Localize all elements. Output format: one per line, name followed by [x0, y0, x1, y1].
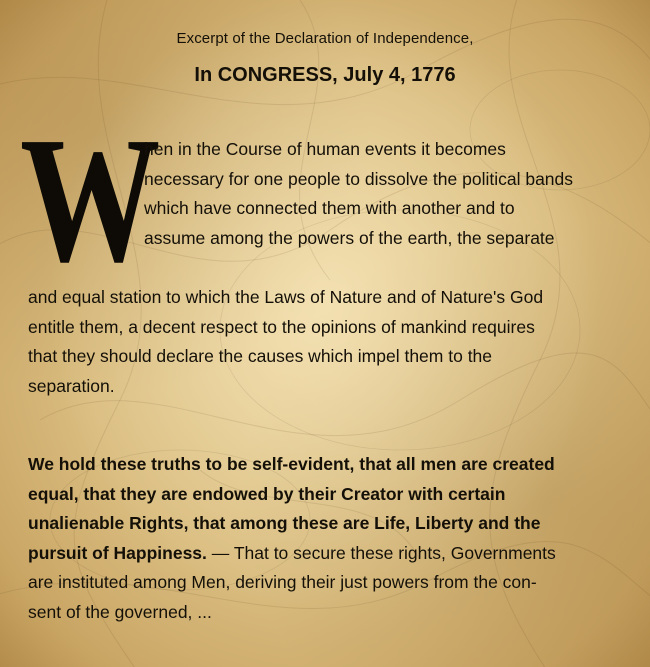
paragraph-truths	[28, 450, 628, 627]
text-line: that they should declare the causes which impel them to the	[28, 346, 493, 366]
text-line: and equal station to which the Laws of Nature and of Nature's God	[28, 287, 544, 307]
text-line: assume among the powers of the earth, the separate	[144, 227, 555, 248]
plain-tail: — That to secure these rights, Governments	[206, 542, 556, 563]
paragraph-continuation	[28, 283, 628, 401]
paragraph-opening	[144, 135, 624, 253]
drop-cap: W	[20, 100, 161, 299]
document-subtitle: Excerpt of the Declaration of Independence,	[176, 30, 474, 47]
bold-lead: pursuit of Happiness.	[28, 542, 207, 563]
text-line: which have connected them with another and to	[144, 198, 515, 218]
text-line: sent of the governed, ...	[28, 601, 212, 622]
text-line: separation.	[28, 375, 115, 396]
document-title: In CONGRESS, July 4, 1776	[194, 64, 456, 86]
text-line-bold: unalienable Rights, that among these are Life, Liberty and the	[28, 513, 541, 533]
text-line: necessary for one people to dissolve the political bands	[144, 168, 574, 189]
text-line: entitle them, a decent respect to the opinions of mankind requires	[28, 316, 535, 337]
text-line-bold: We hold these truths to be self-evident, that all men are created	[28, 454, 555, 474]
text-line: hen in the Course of human events it becomes	[144, 139, 506, 159]
text-line: are instituted among Men, deriving their just powers from the con-	[28, 572, 537, 592]
text-line-mixed	[28, 539, 628, 569]
text-line-bold: equal, that they are endowed by their Creator with certain	[28, 483, 506, 504]
